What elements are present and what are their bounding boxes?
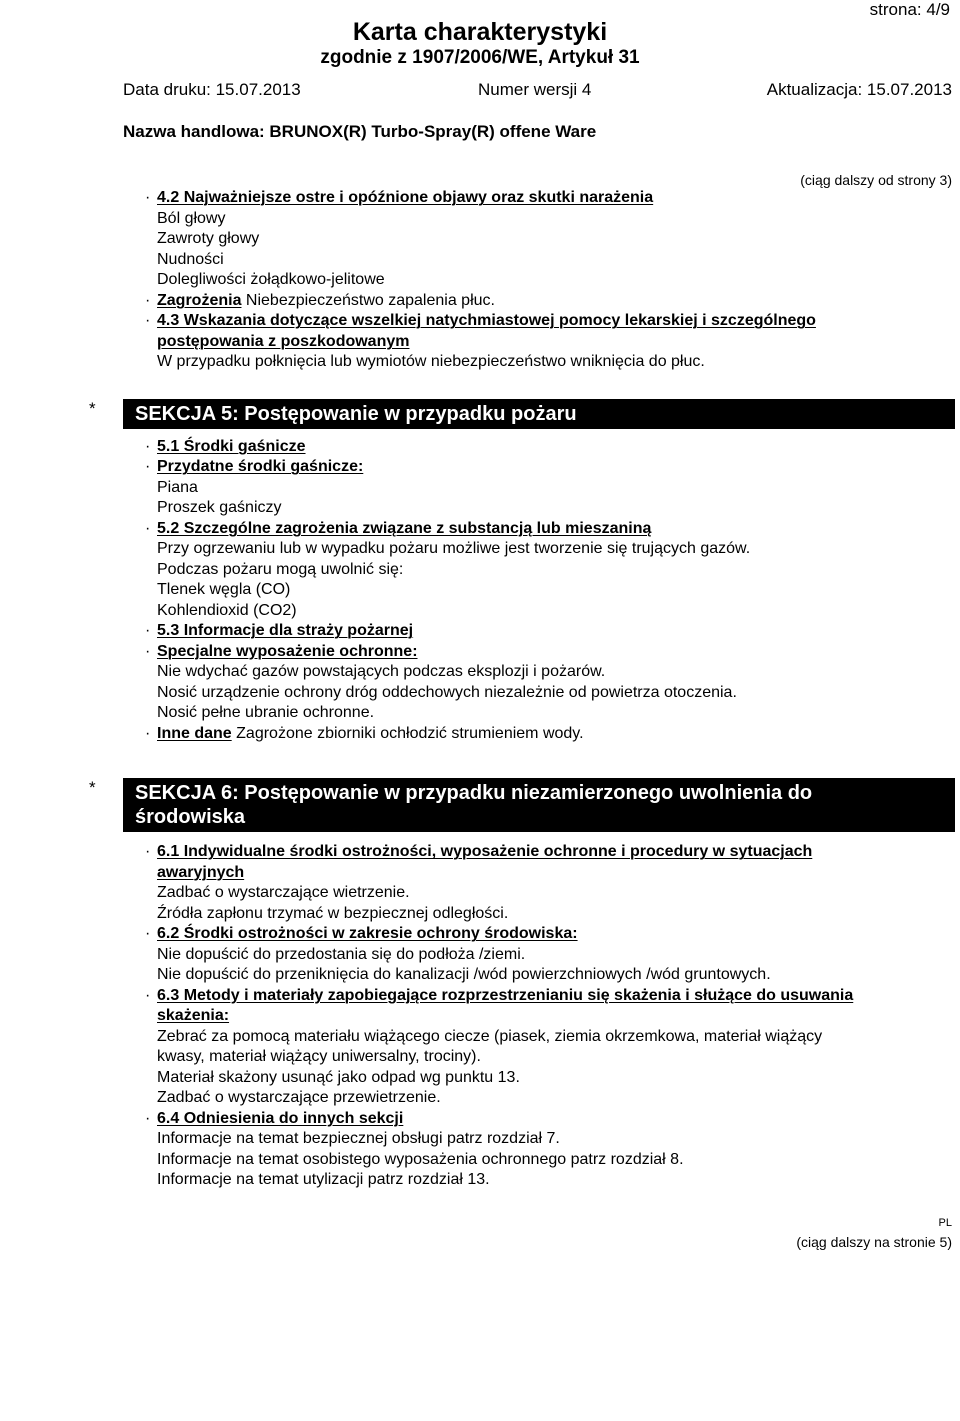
heading-6-3-cont: skażenia: — [157, 1007, 230, 1024]
heading-5-1: · 5.1 Środki gaśnicze — [145, 437, 306, 455]
heading-5-3: · 5.3 Informacje dla straży pożarnej — [145, 622, 414, 639]
text-5-3: Nosić urządzenie ochrony dróg oddechowych niezależnie od powietrza otoczenia. — [157, 683, 737, 701]
heading-6-1-cont: awaryjnych — [157, 863, 245, 881]
heading-6-4: · 6.4 Odniesienia do innych sekcji — [145, 1109, 404, 1127]
heading-5-2: · 5.2 Szczególne zagrożenia związane z substancją lub mieszaniną — [145, 519, 652, 537]
text-6-2: Nie dopuścić do przeniknięcia do kanalizacji /wód powierzchniowych /wód gruntowych. — [157, 966, 771, 983]
text-6-4: Informacje na temat osobistego wyposażenia ochronnego patrz rozdział 8. — [157, 1150, 684, 1168]
document-subtitle: zgodnie z 1907/2006/WE, Artykuł 31 — [320, 47, 640, 68]
section-5-title: SEKCJA 5: Postępowanie w przypadku pożaru — [123, 399, 955, 429]
symptom-item: Zawroty głowy — [157, 230, 260, 247]
print-date: Data druku: 15.07.2013 — [123, 80, 301, 99]
text-5-2: Podczas pożaru mogą uwolnić się: — [157, 560, 404, 578]
revision-star: * — [89, 398, 96, 418]
continued-to-note: (ciąg dalszy na stronie 5) — [796, 1234, 952, 1250]
symptom-item: Ból głowy — [157, 209, 226, 227]
document-body — [89, 188, 957, 1191]
revision-star: * — [89, 778, 96, 797]
heading-4-3-cont: postępowania z poszkodowanym — [157, 332, 410, 350]
text-6-1: Źródła zapłonu trzymać w bezpiecznej odległości. — [157, 904, 509, 922]
heading-6-2: · 6.2 Środki ostrożności w zakresie ochrony środowiska: — [145, 925, 578, 942]
section-6-header — [89, 778, 957, 832]
heading-4-3: · 4.3 Wskazania dotyczące wszelkiej natychmiastowej pomocy lekarskiej i szczególnego — [145, 312, 816, 329]
section-5-header — [89, 398, 957, 429]
text-4-3: W przypadku połknięcia lub wymiotów niebezpieczeństwo wniknięcia do płuc. — [157, 353, 705, 370]
text-6-3: Materiał skażony usunąć jako odpad wg punktu 13. — [157, 1068, 520, 1086]
other-data-line: · Inne dane Zagrożone zbiorniki ochłodzić strumieniem wody. — [145, 724, 584, 742]
media-item: Piana — [157, 478, 198, 496]
text-6-3: Zadbać o wystarczające przewietrzenie. — [157, 1089, 441, 1106]
trade-name: Nazwa handlowa: BRUNOX(R) Turbo-Spray(R) offene Ware — [123, 122, 597, 141]
update-date: Aktualizacja: 15.07.2013 — [766, 80, 952, 99]
version-number: Numer wersji 4 — [478, 80, 592, 99]
text-5-3: Nosić pełne ubranie ochronne. — [157, 704, 375, 721]
text-6-3: kwasy, materiał wiążący uniwersalny, trociny). — [157, 1048, 481, 1065]
text-6-4: Informacje na temat bezpiecznej obsługi patrz rozdział 7. — [157, 1130, 560, 1147]
continued-from-note: (ciąg dalszy od strony 3) — [800, 172, 952, 188]
section-6-title: SEKCJA 6: Postępowanie w przypadku niezamierzonego uwolnienia do środowiska — [123, 778, 955, 832]
text-5-2: Kohlendioxid (CO2) — [157, 601, 297, 619]
extinguishing-media-label: · Przydatne środki gaśnicze: — [145, 458, 364, 475]
text-5-2: Przy ogrzewaniu lub w wypadku pożaru możliwe jest tworzenie się trujących gazów. — [157, 540, 751, 557]
document-title: Karta charakterystyki — [352, 18, 608, 46]
page-number: strona: 4/9 — [869, 0, 950, 19]
symptom-item: Dolegliwości żołądkowo-jelitowe — [157, 271, 385, 288]
hazards-line: · Zagrożenia Niebezpieczeństwo zapalenia płuc. — [145, 291, 495, 309]
heading-6-3: · 6.3 Metody i materiały zapobiegające rozprzestrzenianiu się skażenia i służące do usuwania — [145, 986, 854, 1004]
text-6-3: Zebrać za pomocą materiału wiążącego ciecze (piasek, ziemia okrzemkowa, materiał wiążący — [157, 1027, 823, 1045]
text-6-4: Informacje na temat utylizacji patrz rozdział 13. — [157, 1171, 490, 1188]
text-5-3: Nie wdychać gazów powstających podczas eksplozji i pożarów. — [157, 663, 606, 680]
text-6-2: Nie dopuścić do przedostania się do podłoża /ziemi. — [157, 945, 526, 963]
language-code: PL — [938, 1217, 952, 1229]
heading-6-1: · 6.1 Indywidualne środki ostrożności, wyposażenie ochronne i procedury w sytuacjach — [145, 843, 813, 860]
text-5-2: Tlenek węgla (CO) — [157, 581, 291, 598]
heading-4-2: · 4.2 Najważniejsze ostre i opóźnione objawy oraz skutki narażenia — [145, 189, 654, 206]
media-item: Proszek gaśniczy — [157, 499, 282, 516]
text-6-1: Zadbać o wystarczające wietrzenie. — [157, 884, 410, 901]
protective-equipment-label: · Specjalne wyposażenie ochronne: — [145, 642, 418, 660]
symptom-item: Nudności — [157, 250, 224, 268]
